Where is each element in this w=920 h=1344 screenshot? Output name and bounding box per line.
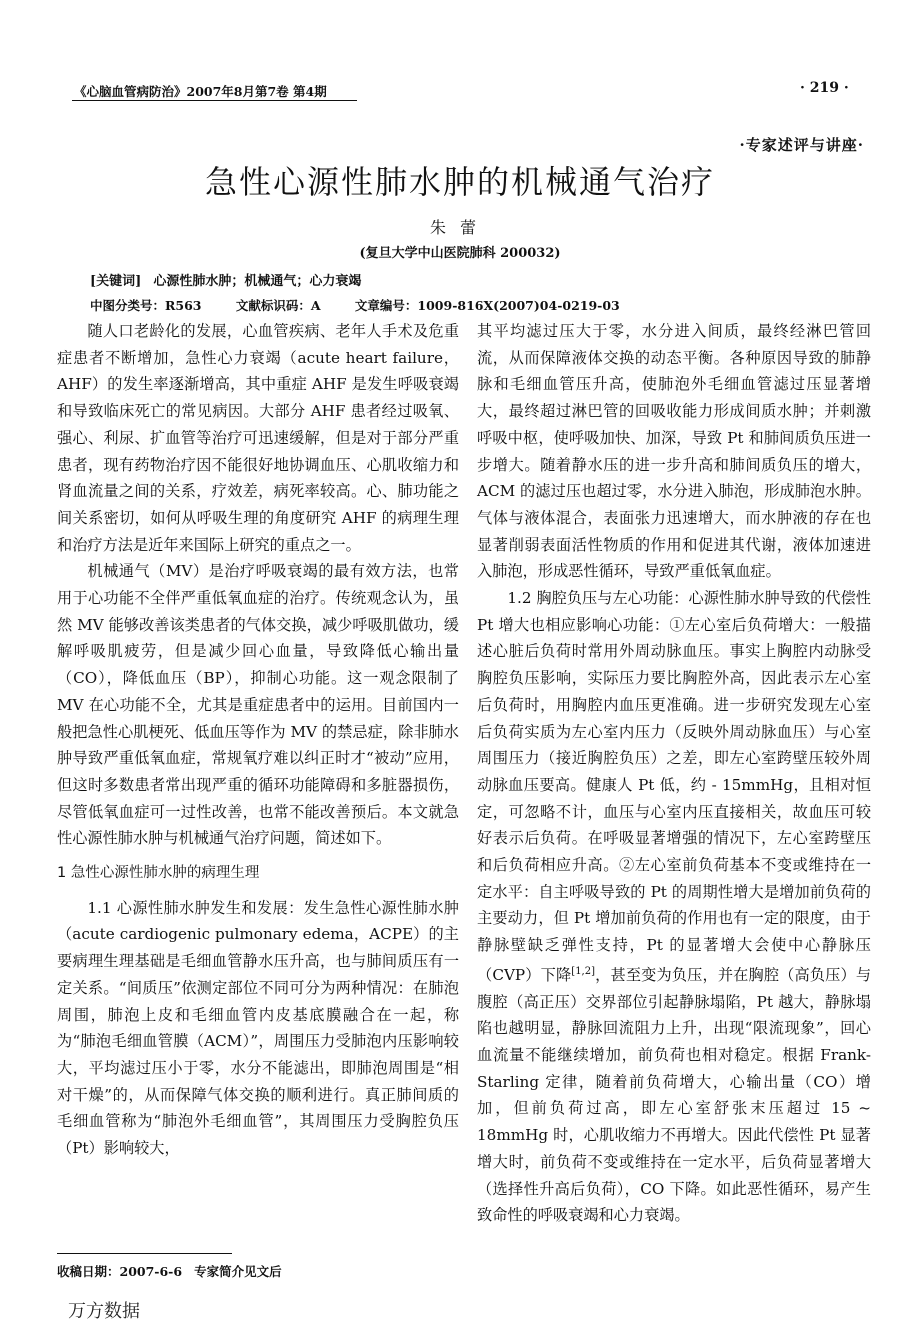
affiliation: (复旦大学中山医院肺科 200032): [359, 246, 561, 261]
paragraph: 1.1 心源性肺水肿发生和发展：发生急性心源性肺水肿（acute cardiogenic pulmonary edema，ACPE）的主要病理生理基础是毛细血管静水压升高，也与肺间质压有一定关系。“间质压”依测定部位不同可分为两种情况：在肺泡周围，肺泡上皮和毛细血管内皮基底膜融合在一起，称为“肺泡毛细血管膜（ACM）”，周围压力受肺泡内压影响较大，平均滤过压小于零，水分不能滤出，即肺泡周围是“相对干燥”的，从而保障气体交换的顺利进行。真正肺间质的毛细血管称为“肺泡外毛细血管”，其周围压力受胸腔负压（Pt）影响较大，: [57, 898, 459, 1158]
paragraph-text: ，甚至变为负压，并在胸腔（高负压）与腹腔（高正压）交界部位引起静脉塌陷，Pt 越大，静脉塌陷也越明显，静脉回流阻力上升，出现“限流现象”，回心血流量不能继续增加，前负荷也相对稳定。根据 Frank-Starling 定律，随着前负荷增大，心输出量（CO）增加，但前负荷过高，即左心室舒张末压超过 15 ~ 18mmHg 时，心肌收缩力不再增大。因此代偿性 Pt 显著增大时，前负荷不变或维持在一定水平，后负荷显著增大（选择性升高后负荷），CO 下降。如此恶性循环，易产生致命性的呼吸衰竭和心力衰竭。: [477, 965, 872, 1225]
paragraph: 随人口老龄化的发展，心血管疾病、老年人手术及危重症患者不断增加，急性心力衰竭（acute heart failure，AHF）的发生率逐渐增高，其中重症 AHF 是发生呼吸衰竭和导致临床死亡的常见病因。大部分 AHF 患者经过吸氧、强心、利尿、扩血管等治疗可迅速缓解，但是对于部分严重患者，现有药物治疗因不能很好地协调血压、心肌收缩力和肾血流量之间的关系，疗效差，病死率较高。心、肺功能之间关系密切，如何从呼吸生理的角度研究 AHF 的病理生理和治疗方法是近年来国际上研究的重点之一。: [57, 322, 459, 554]
paragraph-text: 1.2 胸腔负压与左心功能：心源性肺水肿导致的代偿性 Pt 增大也相应影响心功能：①左心室后负荷增大：一般描述心脏后负荷时常用外周动脉血压。事实上胸腔内动脉受胸腔负压影响，实际压力要比胸腔外高，因此表示左心室后负荷时，用胸腔内血压更准确。进一步研究发现左心室后负荷实质为左心室内压力（反映外周动脉血压）与心室周围压力（接近胸腔负压）之差，即左心室跨壁压较外周动脉血压要高。健康人 Pt 低，约 - 15mmHg，且相对恒定，可忽略不计，血压与心室内压直接相关，故血压可较好表示后负荷。在呼吸显著增强的情况下，左心室跨壁压和后负荷相应升高。②左心室前负荷基本不变或维持在一定水平：自主呼吸导致的 Pt 的周期性增大是增加前负荷的主要动力，但 Pt 增加前负荷的作用也有一定的限度，由于静脉壁缺乏弹性支持，Pt 的显著增大会使中心静脉压（CVP）下降: [477, 589, 871, 984]
document-code: 文献标识码：A: [235, 298, 321, 313]
classification-line: [90, 296, 650, 314]
section-tag: ·专家述评与讲座·: [739, 136, 864, 154]
section-heading: 1 急性心源性肺水肿的病理生理: [57, 865, 260, 882]
article-number: 文章编号：1009-816X(2007)04-0219-03: [354, 298, 620, 313]
author-note: 专家简介见文后: [194, 1264, 282, 1279]
clc-number: 中图分类号：R563: [90, 298, 202, 313]
header-rule: [72, 100, 357, 101]
article-title: 急性心源性肺水肿的机械通气治疗: [204, 163, 715, 201]
journal-header: 《心脑血管病防治》2007年8月第7卷 第4期: [74, 84, 327, 99]
keywords: [90, 270, 361, 289]
footnote: [57, 1262, 294, 1280]
right-column: [477, 318, 871, 1229]
paragraph: 其平均滤过压大于零，水分进入间质，最终经淋巴管回流，从而保障液体交换的动态平衡。各种原因导致的肺静脉和毛细血管压升高，使肺泡外毛细血管滤过压显著增大，最终超过淋巴管的回吸收能力形成间质水肿；并刺激呼吸中枢，使呼吸加快、加深，导致 Pt 和肺间质负压进一步增大。随着静水压的进一步升高和肺间质负压的增大，ACM 的滤过压也超过零，水分进入肺泡，形成肺泡水肿。气体与液体混合，表面张力迅速增大，而水肿液的存在也显著削弱表面活性物质的作用和促进其代谢，液体加速进入肺泡，形成恶性循环，导致严重低氧血症。: [477, 322, 871, 581]
citation: [1,2]: [571, 965, 596, 977]
page-number: · 219 ·: [800, 80, 849, 96]
paragraph: 机械通气（MV）是治疗呼吸衰竭的最有效方法，也常用于心功能不全伴严重低氧血症的治疗。传统观念认为，虽然 MV 能够改善该类患者的气体交换，减少呼吸肌做功，缓解呼吸肌疲劳，但是减少回心血量，导致降低心输出量（CO），降低血压（BP），抑制心功能。这一观念限制了 MV 在心功能不全，尤其是重症患者中的运用。目前国内一般把急性心肌梗死、低血压等作为 MV 的禁忌症，除非肺水肿导致严重低氧血症，常规氧疗难以纠正时才“被动”应用，但这时多数患者常出现严重的循环功能障碍和多脏器损伤，尽管低氧血症可一过性改善，也常不能改善预后。本文就急性心源性肺水肿与机械通气治疗问题，简述如下。: [57, 562, 459, 848]
footnote-rule: [57, 1253, 232, 1254]
keywords-label: [关键词]: [90, 274, 142, 289]
keywords-text: 心源性肺水肿；机械通气；心力衰竭: [153, 274, 362, 289]
received-date: 收稿日期：2007-6-6: [57, 1264, 183, 1279]
author: 朱蕾: [429, 218, 490, 237]
watermark: 万方数据: [68, 1301, 140, 1322]
paragraph: [477, 585, 871, 1229]
left-column: [57, 318, 459, 1162]
